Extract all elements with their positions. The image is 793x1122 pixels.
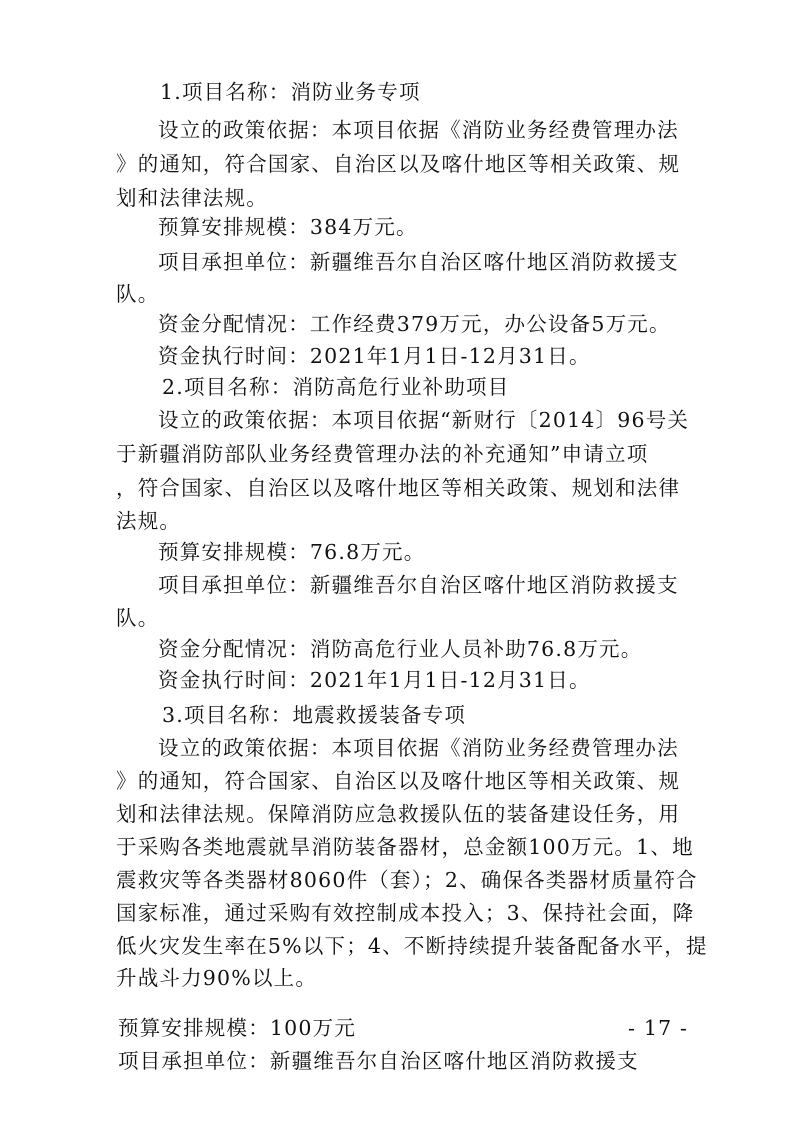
paragraph-line: 项目承担单位：新疆维吾尔自治区喀什地区消防救援支 [158, 573, 679, 597]
paragraph-line: 项目承担单位：新疆维吾尔自治区喀什地区消防救援支 [158, 250, 679, 274]
paragraph-line: 资金执行时间：2021年1月1日-12月31日。 [158, 668, 591, 692]
section-3-title: 3.项目名称：地震救援装备专项 [162, 703, 467, 727]
paragraph-line: 设立的政策依据：本项目依据《消防业务经费管理办法 [158, 118, 679, 142]
paragraph-line: 划和法律法规。保障消防应急救援队伍的装备建设任务，用 [116, 802, 681, 826]
paragraph-line: 震救灾等各类器材8060件（套）；2、确保各类器材质量符合 [116, 868, 698, 892]
paragraph-line: 资金分配情况：消防高危行业人员补助76.8万元。 [158, 637, 643, 661]
page-number: - 17 - [628, 1016, 689, 1040]
paragraph-line: 低火灾发生率在5%以下；4、不断持续提升装备配备水平，提 [116, 934, 708, 958]
paragraph-line: 预算安排规模：384万元。 [158, 215, 418, 239]
paragraph-line: 于新疆消防部队业务经费管理办法的补充通知”申请立项 [116, 442, 649, 466]
paragraph-line: 升战斗力90%以上。 [116, 966, 318, 990]
paragraph-line: 国家标准，通过采购有效控制成本投入；3、保持社会面，降 [116, 901, 695, 925]
section-1-title: 1.项目名称：消防业务专项 [160, 80, 421, 104]
footer-budget-line: 预算安排规模：100万元 [118, 1016, 357, 1040]
paragraph-line: 》的通知，符合国家、自治区以及喀什地区等相关政策、规 [116, 152, 681, 176]
paragraph-line: 》的通知，符合国家、自治区以及喀什地区等相关政策、规 [116, 769, 681, 793]
section-2-title: 2.项目名称：消防高危行业补助项目 [162, 375, 510, 399]
paragraph-line: 资金分配情况：工作经费379万元，办公设备5万元。 [158, 312, 671, 336]
footer-unit-line: 项目承担单位：新疆维吾尔自治区喀什地区消防救援支 [118, 1049, 639, 1073]
paragraph-line: 设立的政策依据：本项目依据“新财行〔2014〕96号关 [158, 408, 690, 432]
paragraph-line: 预算安排规模：76.8万元。 [158, 540, 426, 564]
paragraph-line: 于采购各类地震就旱消防装备器材，总金额100万元。1、地 [116, 835, 694, 859]
paragraph-line: 设立的政策依据：本项目依据《消防业务经费管理办法 [158, 736, 679, 760]
paragraph-line: 队。 [116, 282, 160, 306]
paragraph-line: 划和法律法规。 [116, 186, 268, 210]
paragraph-line: ，符合国家、自治区以及喀什地区等相关政策、规划和法律 [116, 476, 681, 500]
paragraph-line: 法规。 [116, 509, 182, 533]
paragraph-line: 资金执行时间：2021年1月1日-12月31日。 [158, 344, 591, 368]
paragraph-line: 队。 [116, 606, 160, 630]
